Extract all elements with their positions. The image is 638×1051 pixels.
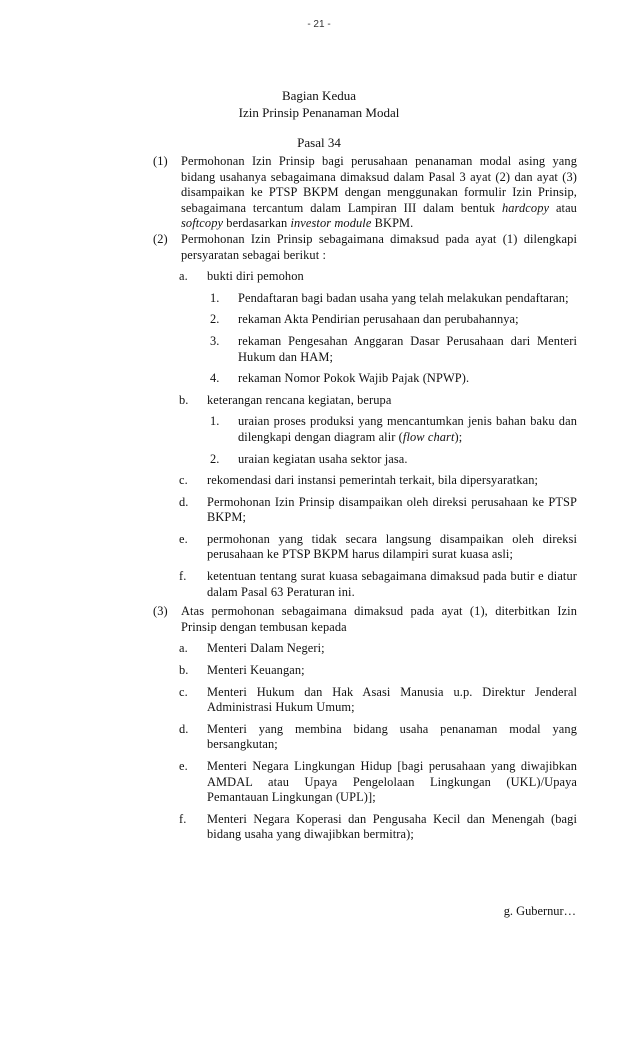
list-text: Menteri Hukum dan Hak Asasi Manusia u.p. Direktur Jenderal Administrasi Hukum Umum; (207, 684, 577, 715)
paragraph-text: Permohonan Izin Prinsip sebagaimana dimaksud pada ayat (1) dilengkapi persyaratan sebagai berikut : (181, 231, 577, 262)
paragraph-text: Atas permohonan sebagaimana dimaksud pada ayat (1), diterbitkan Izin Prinsip dengan tembusan kepada (181, 604, 577, 634)
list-text: Menteri yang membina bidang usaha penanaman modal yang bersangkutan; (207, 721, 577, 752)
list-label: e. (179, 759, 188, 773)
list-text: ); (454, 429, 463, 444)
paragraph-text: Permohonan Izin Prinsip bagi perusahaan penanaman modal asing yang bidang usahanya sebagaimana dimaksud dalam Pasal 3 ayat (2) dan ayat (3) disampaikan ke PTSP BKPM dengan menggunakan formulir Izin Prinsip, sebagaimana tercantum dalam Lampiran III dalam bentuk (181, 154, 577, 215)
list-text: uraian proses produksi yang mencantumkan jenis bahan baku dan dilengkapi dengan diagram alir ( (238, 414, 577, 444)
paragraph-text: BKPM. (371, 216, 414, 231)
recipient-item (153, 663, 577, 679)
italic-term: flow chart (402, 429, 455, 444)
italic-term: hardcopy (501, 200, 550, 215)
list-text: rekaman Akta Pendirian perusahaan dan perubahannya; (238, 312, 519, 327)
list-text: Pendaftaran bagi badan usaha yang telah melakukan pendaftaran; (238, 290, 569, 305)
italic-term: investor module (290, 216, 372, 231)
list-label: c. (179, 473, 188, 488)
list-text: keterangan rencana kegiatan, berupa (207, 392, 392, 407)
list-label: 3. (210, 333, 220, 348)
list-label: 4. (210, 371, 220, 386)
recipient-item (153, 641, 577, 657)
section-title-heading: Izin Prinsip Penanaman Modal (238, 105, 400, 120)
list-text: uraian kegiatan usaha sektor jasa. (238, 451, 408, 466)
list-text: Menteri Dalam Negeri; (207, 641, 325, 656)
list-text: permohonan yang tidak secara langsung disampaikan oleh direksi perusahaan ke PTSP BKPM harus dilampiri surat kuasa asli; (207, 531, 577, 562)
list-text: Menteri Keuangan; (207, 663, 305, 678)
paragraph-number: (2) (153, 231, 168, 246)
list-text: rekomendasi dari instansi pemerintah terkait, bila dipersyaratkan; (207, 473, 539, 488)
sub-list-item (153, 291, 577, 307)
recipient-item (153, 812, 577, 843)
list-label: 2. (210, 451, 220, 466)
list-text: rekaman Nomor Pokok Wajib Pajak (NPWP). (238, 371, 470, 386)
sub-list-item (153, 452, 577, 468)
list-label: f. (179, 569, 187, 584)
paragraph-2 (153, 232, 577, 263)
list-text: bukti diri pemohon (207, 269, 304, 284)
sub-list-item (153, 334, 577, 365)
list-label: 1. (210, 414, 220, 429)
article-body (153, 154, 577, 843)
list-text: Permohonan Izin Prinsip disampaikan oleh direksi perusahaan ke PTSP BKPM; (207, 494, 577, 525)
list-text: Menteri Negara Lingkungan Hidup [bagi perusahaan yang diwajibkan AMDAL atau Upaya Pengelolaan Lingkungan (UKL)/Upaya Pemantauan Lingkungan (UPL)]; (207, 759, 577, 805)
list-label: 2. (210, 312, 220, 327)
sub-list-item (153, 414, 577, 445)
paragraph-1 (153, 154, 577, 232)
list-text: rekaman Pengesahan Anggaran Dasar Perusahaan dari Menteri Hukum dan HAM; (238, 333, 577, 364)
paragraph-text: atau (549, 200, 577, 215)
paragraph-text: berdasarkan (223, 216, 291, 231)
section-part-heading: Bagian Kedua (281, 88, 356, 103)
list-label: a. (179, 641, 188, 656)
page-number: - 21 - (307, 19, 331, 30)
list-label: a. (179, 269, 188, 284)
list-item-e (153, 532, 577, 563)
list-item-a (153, 269, 577, 285)
list-label: 1. (210, 290, 220, 305)
list-item-d (153, 495, 577, 526)
list-label: c. (179, 684, 188, 699)
article-heading: Pasal 34 (297, 135, 341, 150)
list-item-f (153, 569, 577, 600)
list-label: e. (179, 531, 188, 546)
list-text: Menteri Negara Koperasi dan Pengusaha Kecil dan Menengah (bagi bidang usaha yang diwajibkan bermitra); (207, 811, 577, 842)
list-label: d. (179, 494, 189, 509)
list-item-c (153, 473, 577, 489)
list-label: f. (179, 811, 187, 826)
paragraph-number: (3) (153, 604, 168, 619)
recipient-item (153, 759, 577, 806)
list-label: b. (179, 392, 189, 407)
sub-list-item (153, 371, 577, 387)
continuation-footer: g. Gubernur… (503, 904, 576, 918)
list-item-b (153, 393, 577, 409)
paragraph-3 (153, 604, 577, 635)
italic-term: softcopy (181, 216, 224, 231)
recipient-item (153, 722, 577, 753)
sub-list-item (153, 312, 577, 328)
list-text: ketentuan tentang surat kuasa sebagaimana dimaksud pada butir e diatur dalam Pasal 63 Peraturan ini. (207, 569, 577, 599)
list-label: b. (179, 663, 189, 678)
list-label: d. (179, 721, 189, 736)
recipient-item (153, 685, 577, 716)
paragraph-number: (1) (153, 154, 168, 168)
